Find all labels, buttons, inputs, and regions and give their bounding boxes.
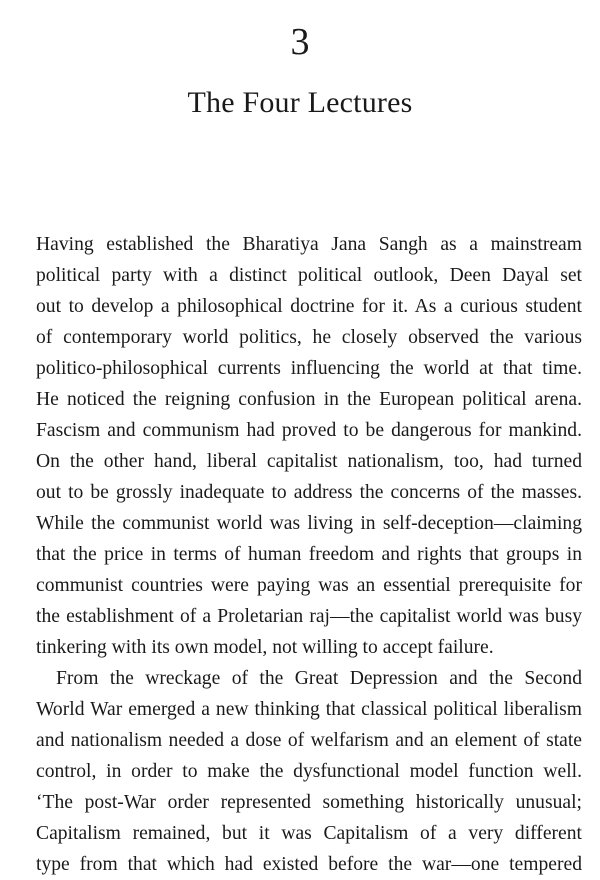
text-line: out to develop a philosophical doctrine for it. As a curious student	[36, 296, 582, 317]
text-line: politico-philosophical currents influencing the world at that time.	[36, 358, 582, 379]
chapter-number: 3	[290, 21, 310, 63]
chapter-title: The Four Lectures	[187, 86, 413, 119]
text-line: of contemporary world politics, he closely observed the various	[36, 327, 582, 348]
text-line: He noticed the reigning confusion in the European political arena.	[36, 389, 582, 410]
text-line: type from that which had existed before the war—one tempered	[36, 854, 582, 875]
text-line: control, in order to make the dysfunctional model function well.	[36, 761, 582, 782]
text-line: World War emerged a new thinking that classical political liberalism	[36, 699, 582, 720]
text-line: ‘The post-War order represented something historically unusual;	[36, 792, 582, 813]
paragraph-1	[36, 229, 582, 663]
text-line: On the other hand, liberal capitalist nationalism, too, had turned	[36, 451, 582, 472]
text-line: and nationalism needed a dose of welfarism and an element of state	[36, 730, 582, 751]
text-line: tinkering with its own model, not willing to accept failure.	[36, 637, 494, 658]
text-line: Fascism and communism had proved to be dangerous for mankind.	[36, 420, 582, 441]
text-line: From the wreckage of the Great Depression and the Second	[56, 668, 582, 689]
text-line: out to be grossly inadequate to address the concerns of the masses.	[36, 482, 582, 503]
text-line: that the price in terms of human freedom and rights that groups in	[36, 544, 582, 565]
paragraph-2	[36, 663, 582, 880]
text-line: the establishment of a Proletarian raj—the capitalist world was busy	[36, 606, 582, 627]
text-line: Having established the Bharatiya Jana Sangh as a mainstream	[36, 234, 582, 255]
chapter-body	[36, 229, 582, 880]
text-line: Capitalism remained, but it was Capitalism of a very different	[36, 823, 582, 844]
text-line: political party with a distinct political outlook, Deen Dayal set	[36, 265, 582, 286]
text-line: communist countries were paying was an essential prerequisite for	[36, 575, 582, 596]
text-line: While the communist world was living in self-deception—claiming	[36, 513, 582, 534]
